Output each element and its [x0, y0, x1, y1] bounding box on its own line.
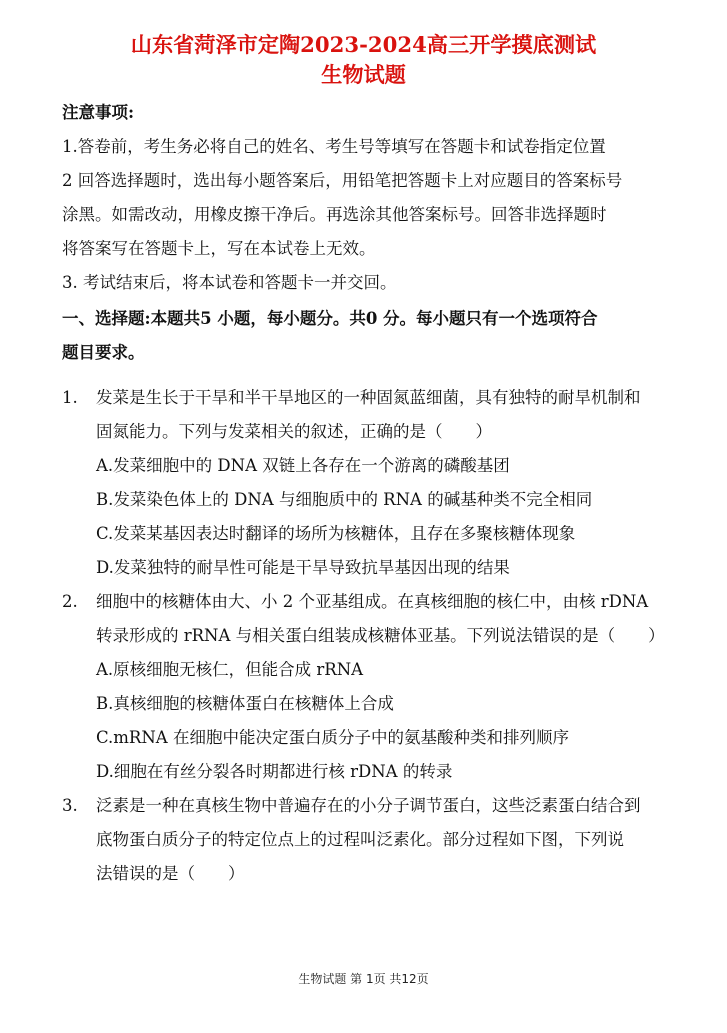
- question-stem: 转录形成的 rRNA 与相关蛋白组装成核糖体亚基。下列说法错误的是（ ）: [96, 626, 665, 645]
- question-option: C.mRNA 在细胞中能决定蛋白质分子中的氨基酸种类和排列顺序: [96, 728, 569, 747]
- question-option: C.发菜某基因表达时翻译的场所为核糖体，且存在多聚核糖体现象: [96, 524, 576, 543]
- question-option: B.真核细胞的核糖体蛋白在核糖体上合成: [96, 694, 394, 713]
- question-stem: 底物蛋白质分子的特定位点上的过程叫泛素化。部分过程如下图，下列说: [96, 830, 624, 849]
- question-number: 3.: [62, 796, 78, 815]
- question-option: D.发菜独特的耐旱性可能是干旱导致抗旱基因出现的结果: [96, 558, 510, 577]
- notes-line: 1.答卷前，考生务必将自己的姓名、考生号等填写在答题卡和试卷指定位置: [62, 137, 606, 156]
- question-option: A.发菜细胞中的 DNA 双链上各存在一个游离的磷酸基团: [96, 456, 510, 475]
- question-option: D.细胞在有丝分裂各时期都进行核 rDNA 的转录: [96, 762, 453, 781]
- question-stem: 泛素是一种在真核生物中普遍存在的小分子调节蛋白，这些泛素蛋白结合到: [96, 796, 641, 815]
- page-footer: 生物试题 第 1页 共12页: [298, 972, 429, 986]
- exam-subject: 生物试题: [321, 62, 406, 87]
- section-heading: 一、选择题:本题共5 小题，每小题分。共0 分。每小题只有一个选项符合: [62, 309, 598, 328]
- notes-line: 2 回答选择题时，选出每小题答案后，用铅笔把答题卡上对应题目的答案标号: [62, 171, 623, 190]
- question-stem: 固氮能力。下列与发菜相关的叙述，正确的是（ ）: [96, 422, 492, 441]
- question-stem: 发菜是生长于干旱和半干旱地区的一种固氮蓝细菌，具有独特的耐旱机制和: [96, 388, 641, 407]
- notes-line: 涂黑。如需改动，用橡皮擦干净后。再选涂其他答案标号。回答非选择题时: [62, 205, 607, 224]
- section-heading-cont: 题目要求。: [62, 343, 145, 362]
- question-number: 1.: [62, 388, 78, 407]
- notes-heading: 注意事项:: [62, 103, 135, 122]
- question-stem: 法错误的是（ ）: [96, 864, 245, 883]
- notes-line: 将答案写在答题卡上，写在本试卷上无效。: [62, 239, 376, 258]
- question-option: A.原核细胞无核仁，但能合成 rRNA: [96, 660, 364, 679]
- question-number: 2.: [62, 592, 78, 611]
- question-option: B.发菜染色体上的 DNA 与细胞质中的 RNA 的碱基种类不完全相同: [96, 490, 593, 509]
- exam-title: 山东省菏泽市定陶2023-2024高三开学摸底测试: [130, 32, 597, 57]
- question-stem: 细胞中的核糖体由大、小 2 个亚基组成。在真核细胞的核仁中，由核 rDNA: [96, 592, 649, 611]
- notes-line: 3. 考试结束后，将本试卷和答题卡一并交回。: [62, 273, 397, 292]
